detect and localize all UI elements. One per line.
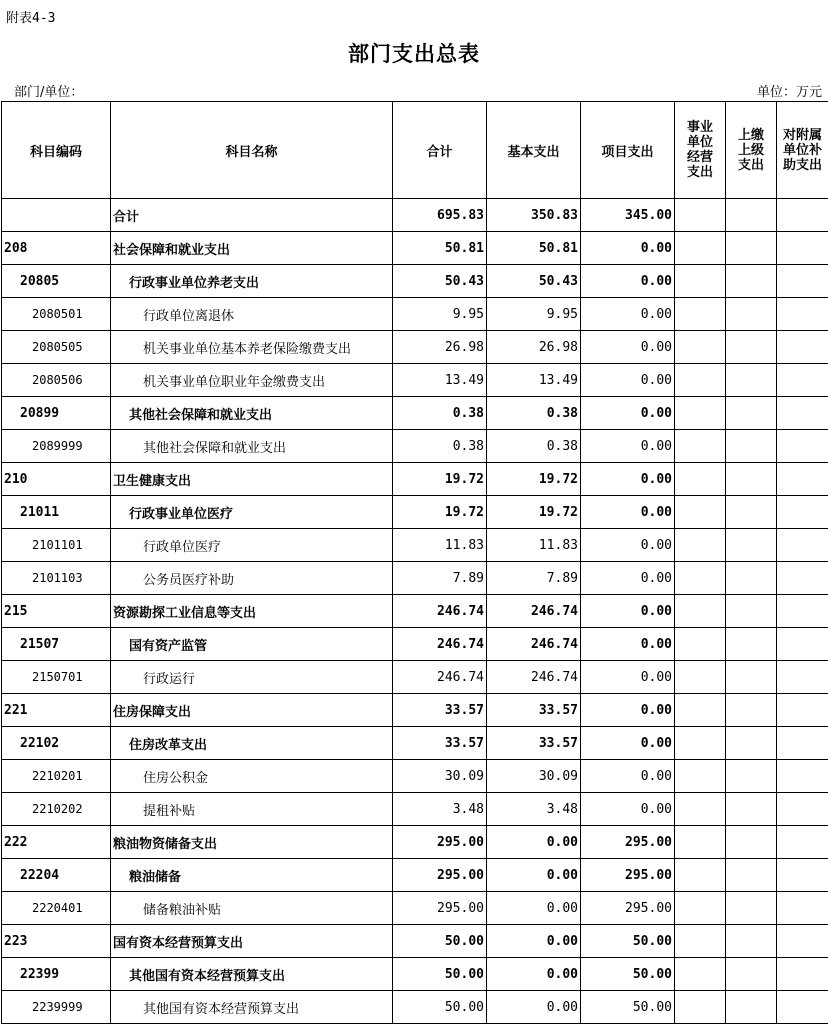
cell-project: 0.00 bbox=[581, 595, 675, 628]
cell-upper bbox=[726, 760, 777, 793]
header-total: 合计 bbox=[393, 102, 487, 199]
cell-name: 资源勘探工业信息等支出 bbox=[111, 595, 393, 628]
cell-project: 295.00 bbox=[581, 892, 675, 925]
cell-total: 0.38 bbox=[393, 430, 487, 463]
cell-subsidy bbox=[777, 496, 828, 529]
cell-upper bbox=[726, 595, 777, 628]
cell-subsidy bbox=[777, 232, 828, 265]
cell-total: 33.57 bbox=[393, 727, 487, 760]
cell-total: 695.83 bbox=[393, 199, 487, 232]
cell-code: 2101103 bbox=[2, 562, 111, 595]
cell-total: 26.98 bbox=[393, 331, 487, 364]
cell-business bbox=[675, 331, 726, 364]
table-row bbox=[2, 958, 828, 991]
cell-basic: 13.49 bbox=[487, 364, 581, 397]
cell-upper bbox=[726, 529, 777, 562]
cell-subsidy bbox=[777, 595, 828, 628]
cell-name: 国有资本经营预算支出 bbox=[111, 925, 393, 958]
cell-business bbox=[675, 430, 726, 463]
cell-project: 0.00 bbox=[581, 397, 675, 430]
cell-total: 7.89 bbox=[393, 562, 487, 595]
cell-upper bbox=[726, 793, 777, 826]
cell-upper bbox=[726, 628, 777, 661]
cell-upper bbox=[726, 661, 777, 694]
cell-business bbox=[675, 991, 726, 1024]
cell-upper bbox=[726, 265, 777, 298]
cell-code: 2150701 bbox=[2, 661, 111, 694]
cell-subsidy bbox=[777, 661, 828, 694]
cell-subsidy bbox=[777, 562, 828, 595]
cell-code: 210 bbox=[2, 463, 111, 496]
cell-total: 295.00 bbox=[393, 826, 487, 859]
cell-project: 0.00 bbox=[581, 364, 675, 397]
table-row bbox=[2, 463, 828, 496]
header-subsidy: 对附属单位补助支出 bbox=[777, 102, 828, 199]
cell-code: 22204 bbox=[2, 859, 111, 892]
cell-subsidy bbox=[777, 397, 828, 430]
cell-code: 2210202 bbox=[2, 793, 111, 826]
cell-code: 2239999 bbox=[2, 991, 111, 1024]
table-row bbox=[2, 727, 828, 760]
cell-basic: 19.72 bbox=[487, 496, 581, 529]
cell-code: 2210201 bbox=[2, 760, 111, 793]
cell-project: 0.00 bbox=[581, 496, 675, 529]
cell-upper bbox=[726, 925, 777, 958]
cell-total: 13.49 bbox=[393, 364, 487, 397]
table-body bbox=[2, 199, 828, 1024]
table-header-row bbox=[2, 102, 828, 199]
table-row bbox=[2, 826, 828, 859]
table-row bbox=[2, 364, 828, 397]
cell-total: 50.00 bbox=[393, 991, 487, 1024]
cell-name: 行政单位医疗 bbox=[111, 529, 393, 562]
cell-project: 0.00 bbox=[581, 661, 675, 694]
cell-subsidy bbox=[777, 727, 828, 760]
header-business: 事业单位经营支出 bbox=[675, 102, 726, 199]
cell-project: 0.00 bbox=[581, 727, 675, 760]
cell-subsidy bbox=[777, 364, 828, 397]
expenditure-table bbox=[1, 101, 828, 1024]
cell-project: 295.00 bbox=[581, 826, 675, 859]
cell-code: 2080506 bbox=[2, 364, 111, 397]
cell-basic: 9.95 bbox=[487, 298, 581, 331]
cell-total: 50.81 bbox=[393, 232, 487, 265]
cell-subsidy bbox=[777, 958, 828, 991]
cell-name: 国有资产监管 bbox=[111, 628, 393, 661]
cell-business bbox=[675, 199, 726, 232]
cell-basic: 246.74 bbox=[487, 628, 581, 661]
cell-code: 22102 bbox=[2, 727, 111, 760]
table-row bbox=[2, 496, 828, 529]
department-label: 部门/单位： bbox=[14, 85, 84, 100]
cell-upper bbox=[726, 892, 777, 925]
cell-business bbox=[675, 463, 726, 496]
header-project: 项目支出 bbox=[581, 102, 675, 199]
cell-project: 0.00 bbox=[581, 760, 675, 793]
cell-basic: 7.89 bbox=[487, 562, 581, 595]
cell-business bbox=[675, 925, 726, 958]
cell-project: 0.00 bbox=[581, 628, 675, 661]
cell-name: 机关事业单位基本养老保险缴费支出 bbox=[111, 331, 393, 364]
cell-upper bbox=[726, 430, 777, 463]
cell-code: 215 bbox=[2, 595, 111, 628]
cell-basic: 0.00 bbox=[487, 991, 581, 1024]
page-title: 部门支出总表 bbox=[348, 41, 480, 66]
header-basic: 基本支出 bbox=[487, 102, 581, 199]
cell-code: 208 bbox=[2, 232, 111, 265]
cell-name: 其他社会保障和就业支出 bbox=[111, 397, 393, 430]
cell-total: 50.43 bbox=[393, 265, 487, 298]
cell-project: 0.00 bbox=[581, 331, 675, 364]
cell-project: 0.00 bbox=[581, 265, 675, 298]
cell-business bbox=[675, 859, 726, 892]
cell-basic: 11.83 bbox=[487, 529, 581, 562]
cell-business bbox=[675, 595, 726, 628]
cell-total: 246.74 bbox=[393, 628, 487, 661]
cell-name: 提租补贴 bbox=[111, 793, 393, 826]
cell-upper bbox=[726, 298, 777, 331]
cell-business bbox=[675, 694, 726, 727]
cell-code: 20805 bbox=[2, 265, 111, 298]
table-row bbox=[2, 661, 828, 694]
cell-subsidy bbox=[777, 463, 828, 496]
cell-subsidy bbox=[777, 694, 828, 727]
table-row bbox=[2, 199, 828, 232]
cell-code: 22399 bbox=[2, 958, 111, 991]
table-row bbox=[2, 859, 828, 892]
cell-business bbox=[675, 760, 726, 793]
cell-business bbox=[675, 298, 726, 331]
cell-total: 33.57 bbox=[393, 694, 487, 727]
cell-project: 0.00 bbox=[581, 694, 675, 727]
table-row bbox=[2, 925, 828, 958]
cell-business bbox=[675, 364, 726, 397]
cell-subsidy bbox=[777, 529, 828, 562]
cell-business bbox=[675, 628, 726, 661]
cell-subsidy bbox=[777, 760, 828, 793]
cell-business bbox=[675, 958, 726, 991]
cell-name: 其他社会保障和就业支出 bbox=[111, 430, 393, 463]
cell-code: 223 bbox=[2, 925, 111, 958]
cell-name: 行政事业单位医疗 bbox=[111, 496, 393, 529]
cell-name: 行政单位离退休 bbox=[111, 298, 393, 331]
cell-upper bbox=[726, 694, 777, 727]
cell-subsidy bbox=[777, 991, 828, 1024]
cell-basic: 19.72 bbox=[487, 463, 581, 496]
cell-total: 0.38 bbox=[393, 397, 487, 430]
cell-upper bbox=[726, 562, 777, 595]
cell-project: 295.00 bbox=[581, 859, 675, 892]
cell-business bbox=[675, 826, 726, 859]
table-row bbox=[2, 298, 828, 331]
cell-total: 30.09 bbox=[393, 760, 487, 793]
cell-business bbox=[675, 232, 726, 265]
cell-code: 2220401 bbox=[2, 892, 111, 925]
cell-business bbox=[675, 727, 726, 760]
cell-project: 0.00 bbox=[581, 463, 675, 496]
table-row bbox=[2, 562, 828, 595]
cell-business bbox=[675, 661, 726, 694]
cell-name: 卫生健康支出 bbox=[111, 463, 393, 496]
cell-subsidy bbox=[777, 826, 828, 859]
cell-basic: 0.38 bbox=[487, 397, 581, 430]
cell-basic: 0.00 bbox=[487, 892, 581, 925]
cell-upper bbox=[726, 859, 777, 892]
table-row bbox=[2, 397, 828, 430]
cell-basic: 0.38 bbox=[487, 430, 581, 463]
unit-label: 单位：万元 bbox=[756, 85, 822, 100]
cell-code: 221 bbox=[2, 694, 111, 727]
cell-subsidy bbox=[777, 265, 828, 298]
cell-upper bbox=[726, 364, 777, 397]
table-row bbox=[2, 595, 828, 628]
cell-name: 住房公积金 bbox=[111, 760, 393, 793]
cell-total: 9.95 bbox=[393, 298, 487, 331]
table-row bbox=[2, 628, 828, 661]
cell-basic: 30.09 bbox=[487, 760, 581, 793]
cell-upper bbox=[726, 331, 777, 364]
cell-basic: 33.57 bbox=[487, 694, 581, 727]
table-row bbox=[2, 892, 828, 925]
cell-project: 0.00 bbox=[581, 529, 675, 562]
table-row bbox=[2, 265, 828, 298]
cell-basic: 3.48 bbox=[487, 793, 581, 826]
table-row bbox=[2, 760, 828, 793]
cell-name: 住房保障支出 bbox=[111, 694, 393, 727]
cell-total: 295.00 bbox=[393, 859, 487, 892]
cell-subsidy bbox=[777, 925, 828, 958]
cell-code: 2080501 bbox=[2, 298, 111, 331]
cell-project: 50.00 bbox=[581, 925, 675, 958]
cell-subsidy bbox=[777, 793, 828, 826]
cell-total: 246.74 bbox=[393, 661, 487, 694]
cell-name: 粮油储备 bbox=[111, 859, 393, 892]
cell-basic: 246.74 bbox=[487, 595, 581, 628]
cell-project: 0.00 bbox=[581, 298, 675, 331]
cell-upper bbox=[726, 826, 777, 859]
cell-basic: 50.81 bbox=[487, 232, 581, 265]
cell-total: 11.83 bbox=[393, 529, 487, 562]
cell-project: 0.00 bbox=[581, 232, 675, 265]
cell-subsidy bbox=[777, 892, 828, 925]
cell-project: 0.00 bbox=[581, 562, 675, 595]
cell-code bbox=[2, 199, 111, 232]
cell-project: 0.00 bbox=[581, 430, 675, 463]
cell-name: 行政事业单位养老支出 bbox=[111, 265, 393, 298]
cell-business bbox=[675, 529, 726, 562]
cell-code: 2089999 bbox=[2, 430, 111, 463]
cell-basic: 0.00 bbox=[487, 826, 581, 859]
cell-basic: 50.43 bbox=[487, 265, 581, 298]
cell-code: 222 bbox=[2, 826, 111, 859]
table-row bbox=[2, 529, 828, 562]
cell-project: 50.00 bbox=[581, 958, 675, 991]
cell-code: 20899 bbox=[2, 397, 111, 430]
cell-upper bbox=[726, 199, 777, 232]
cell-upper bbox=[726, 727, 777, 760]
cell-name: 机关事业单位职业年金缴费支出 bbox=[111, 364, 393, 397]
header-code: 科目编码 bbox=[2, 102, 111, 199]
cell-subsidy bbox=[777, 430, 828, 463]
cell-total: 19.72 bbox=[393, 463, 487, 496]
cell-project: 0.00 bbox=[581, 793, 675, 826]
cell-upper bbox=[726, 958, 777, 991]
table-row bbox=[2, 694, 828, 727]
cell-upper bbox=[726, 496, 777, 529]
cell-name: 住房改革支出 bbox=[111, 727, 393, 760]
cell-business bbox=[675, 892, 726, 925]
cell-total: 50.00 bbox=[393, 925, 487, 958]
cell-subsidy bbox=[777, 199, 828, 232]
cell-code: 21507 bbox=[2, 628, 111, 661]
cell-upper bbox=[726, 232, 777, 265]
cell-basic: 0.00 bbox=[487, 925, 581, 958]
cell-upper bbox=[726, 397, 777, 430]
cell-name: 公务员医疗补助 bbox=[111, 562, 393, 595]
cell-name: 社会保障和就业支出 bbox=[111, 232, 393, 265]
cell-basic: 0.00 bbox=[487, 958, 581, 991]
cell-code: 2101101 bbox=[2, 529, 111, 562]
table-row bbox=[2, 991, 828, 1024]
cell-business bbox=[675, 397, 726, 430]
cell-name: 粮油物资储备支出 bbox=[111, 826, 393, 859]
cell-code: 2080505 bbox=[2, 331, 111, 364]
cell-name: 行政运行 bbox=[111, 661, 393, 694]
cell-total: 3.48 bbox=[393, 793, 487, 826]
cell-basic: 26.98 bbox=[487, 331, 581, 364]
cell-business bbox=[675, 496, 726, 529]
cell-total: 295.00 bbox=[393, 892, 487, 925]
table-row bbox=[2, 430, 828, 463]
cell-name: 储备粮油补贴 bbox=[111, 892, 393, 925]
cell-upper bbox=[726, 991, 777, 1024]
cell-business bbox=[675, 265, 726, 298]
cell-name: 其他国有资本经营预算支出 bbox=[111, 958, 393, 991]
table-row bbox=[2, 232, 828, 265]
cell-subsidy bbox=[777, 628, 828, 661]
cell-code: 21011 bbox=[2, 496, 111, 529]
cell-total: 50.00 bbox=[393, 958, 487, 991]
cell-basic: 0.00 bbox=[487, 859, 581, 892]
table-row bbox=[2, 793, 828, 826]
cell-total: 246.74 bbox=[393, 595, 487, 628]
cell-basic: 33.57 bbox=[487, 727, 581, 760]
table-row bbox=[2, 331, 828, 364]
cell-upper bbox=[726, 463, 777, 496]
cell-subsidy bbox=[777, 298, 828, 331]
cell-subsidy bbox=[777, 331, 828, 364]
cell-name: 合计 bbox=[111, 199, 393, 232]
cell-total: 19.72 bbox=[393, 496, 487, 529]
cell-project: 50.00 bbox=[581, 991, 675, 1024]
cell-business bbox=[675, 793, 726, 826]
header-upper: 上缴上级支出 bbox=[726, 102, 777, 199]
cell-business bbox=[675, 562, 726, 595]
cell-basic: 246.74 bbox=[487, 661, 581, 694]
cell-project: 345.00 bbox=[581, 199, 675, 232]
cell-basic: 350.83 bbox=[487, 199, 581, 232]
annex-label: 附表4-3 bbox=[6, 11, 56, 26]
header-name: 科目名称 bbox=[111, 102, 393, 199]
cell-name: 其他国有资本经营预算支出 bbox=[111, 991, 393, 1024]
cell-subsidy bbox=[777, 859, 828, 892]
